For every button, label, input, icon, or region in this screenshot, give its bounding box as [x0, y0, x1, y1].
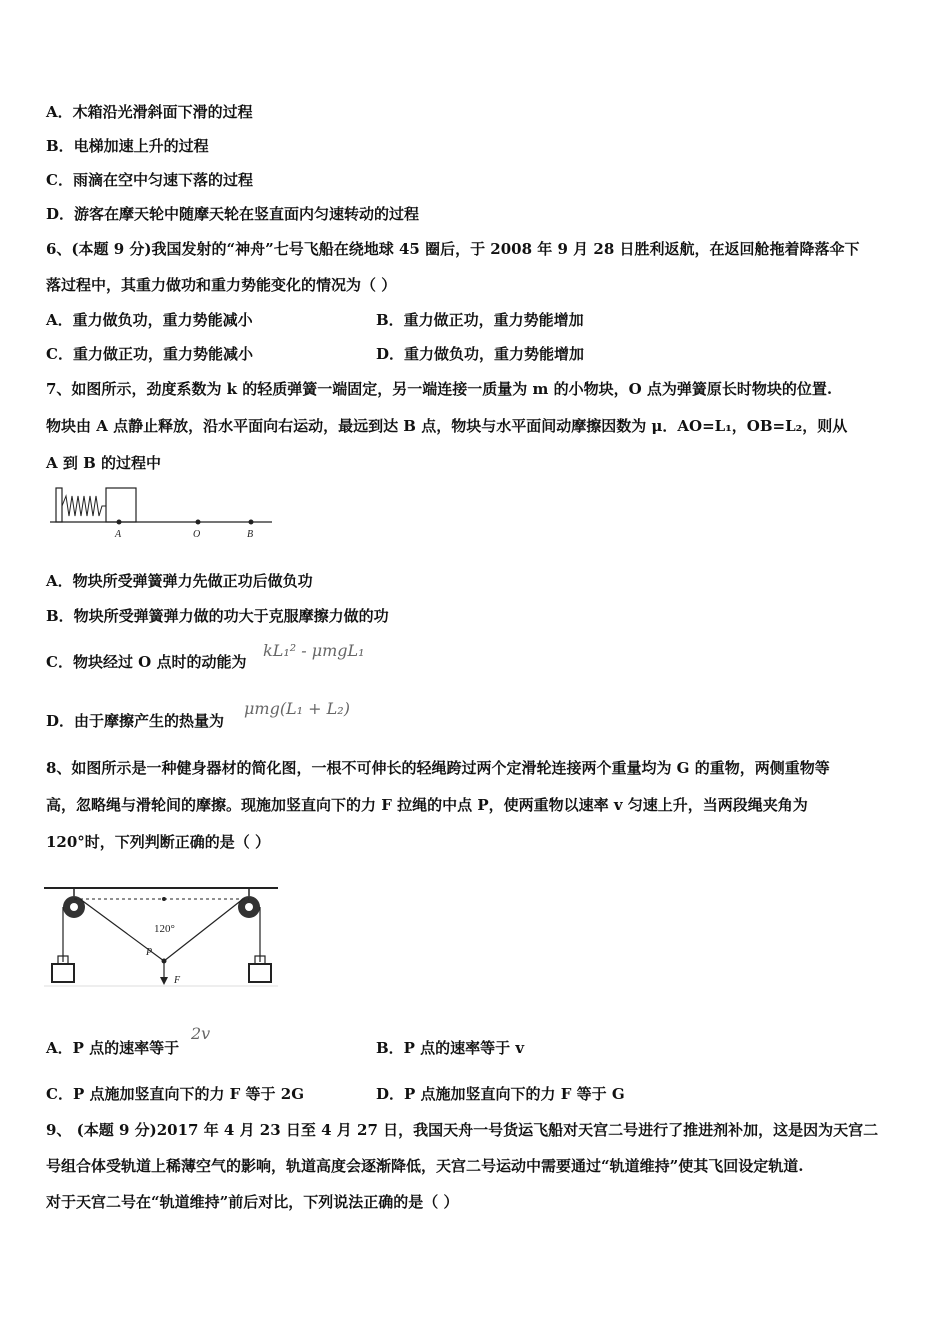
q5-option-c: C．雨滴在空中匀速下落的过程 — [46, 171, 253, 189]
label-b: B — [247, 529, 254, 540]
q7-option-c-formula: kL₁² - μmgL₁ — [263, 641, 365, 660]
q6-option-b: B．重力做正功，重力势能增加 — [376, 311, 584, 329]
q7-stem-line1: 7、如图所示，劲度系数为 k 的轻质弹簧一端固定，另一端连接一质量为 m 的小物块，O 点为弹簧原长时物块的位置. — [46, 380, 833, 398]
q8-option-a: A．P 点的速率等于 — [46, 1039, 180, 1057]
q8-stem-line1: 8、如图所示是一种健身器材的简化图，一根不可伸长的轻绳跨过两个定滑轮连接两个重量均为 G 的重物，两侧重物等 — [46, 759, 830, 777]
q8-stem-line3: 120°时，下列判断正确的是（ ） — [46, 833, 271, 851]
q5-option-a: A．木箱沿光滑斜面下滑的过程 — [46, 103, 253, 121]
q8-option-c: C．P 点施加竖直向下的力 F 等于 2G — [46, 1085, 305, 1103]
pulley-figure — [44, 882, 280, 994]
q8-option-b: B．P 点的速率等于 v — [376, 1039, 525, 1057]
q6-option-c: C．重力做正功，重力势能减小 — [46, 345, 253, 363]
q7-stem-line2: 物块由 A 点静止释放，沿水平面向右运动，最远到达 B 点，物块与水平面间动摩擦因数为 μ．AO=L₁，OB=L₂，则从 — [46, 417, 848, 435]
point-p-label: P — [146, 947, 153, 958]
force-f-label: F — [174, 975, 181, 986]
q8-option-a-formula: 2v — [191, 1024, 211, 1043]
q9-stem-line2: 号组合体受轨道上稀薄空气的影响，轨道高度会逐渐降低，天宫二号运动中需要通过“轨道维持”使其飞回设定轨道. — [46, 1157, 804, 1175]
q9-stem-line3: 对于天宫二号在“轨道维持”前后对比，下列说法正确的是（ ） — [46, 1193, 459, 1211]
q7-option-a: A．物块所受弹簧弹力先做正功后做负功 — [46, 572, 313, 590]
q8-stem-line2: 高，忽略绳与滑轮间的摩擦。现施加竖直向下的力 F 拉绳的中点 P，使两重物以速率 v 匀速上升，当两段绳夹角为 — [46, 796, 808, 814]
angle-label: 120° — [154, 923, 175, 935]
label-o: O — [193, 529, 201, 540]
q6-stem-line2: 落过程中，其重力做功和重力势能变化的情况为（ ） — [46, 276, 397, 294]
q5-option-d: D．游客在摩天轮中随摩天轮在竖直面内匀速转动的过程 — [46, 205, 420, 223]
q6-option-d: D．重力做负功，重力势能增加 — [376, 345, 585, 363]
q9-stem-line1: 9、 (本题 9 分)2017 年 4 月 23 日至 4 月 27 日，我国天舟一号货运飞船对天宫二号进行了推进剂补加，这是因为天宫二 — [46, 1121, 879, 1139]
label-a: A — [115, 529, 122, 540]
q7-stem-line3: A 到 B 的过程中 — [46, 454, 161, 472]
q7-option-c: C．物块经过 O 点时的动能为 — [46, 653, 247, 671]
q8-option-d: D．P 点施加竖直向下的力 F 等于 G — [376, 1085, 625, 1103]
q7-option-d: D．由于摩擦产生的热量为 — [46, 712, 225, 730]
q6-option-a: A．重力做负功，重力势能减小 — [46, 311, 253, 329]
q6-stem-line1: 6、(本题 9 分)我国发射的“神舟”七号飞船在绕地球 45 圈后，于 2008 年 9 月 28 日胜利返航，在返回舱拖着降落伞下 — [46, 240, 860, 258]
spring-block-figure — [48, 484, 278, 542]
q5-option-b: B．电梯加速上升的过程 — [46, 137, 209, 155]
q7-option-b: B．物块所受弹簧弹力做的功大于克服摩擦力做的功 — [46, 607, 389, 625]
q7-option-d-formula: μmg(L₁ + L₂) — [244, 699, 350, 718]
